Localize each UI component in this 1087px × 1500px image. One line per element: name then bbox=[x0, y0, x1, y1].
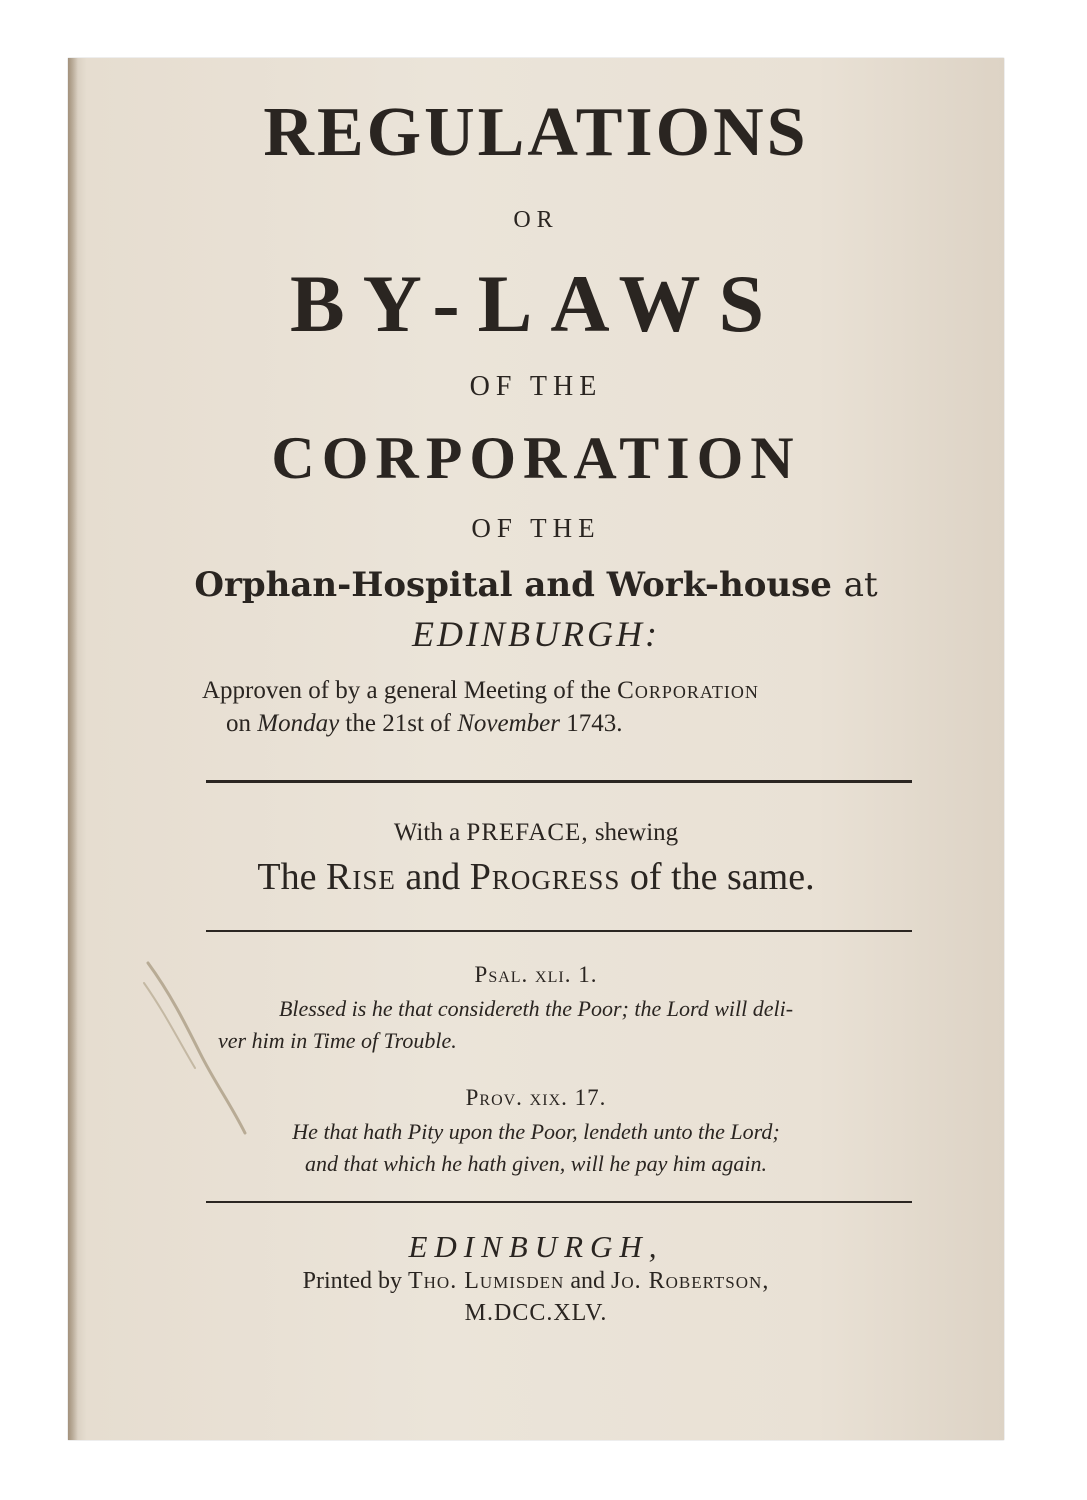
divider-rule-1 bbox=[206, 780, 912, 783]
approval-month: November bbox=[457, 710, 560, 737]
title-regulations: REGULATIONS bbox=[263, 94, 809, 171]
progress-word: Progress bbox=[469, 856, 621, 898]
title-of-the-2: OF THE bbox=[471, 513, 601, 543]
rise-progress-line bbox=[68, 858, 1004, 896]
approval-year: 1743. bbox=[566, 710, 623, 737]
preface-with-a: With a bbox=[393, 819, 461, 846]
imprint-and: and bbox=[570, 1268, 605, 1294]
imprint-place: EDINBURGH, bbox=[408, 1229, 664, 1264]
epigraph-1-reference: Psal. xli. 1. bbox=[474, 962, 598, 987]
imprint-printers bbox=[68, 1269, 1004, 1293]
rise-the: The bbox=[257, 856, 317, 898]
title-page-leaf bbox=[68, 58, 1004, 1440]
approval-mid: the 21st of bbox=[345, 710, 451, 737]
preface-word: PREFACE, bbox=[466, 819, 589, 846]
imprint-printer-2: Jo. Robertson, bbox=[610, 1268, 770, 1294]
title-of-the-1: OF THE bbox=[469, 371, 603, 402]
approval-line-2 bbox=[106, 711, 956, 736]
approval-corporation: Corporation bbox=[617, 677, 759, 704]
epigraph-2-line-2: and that which he hath given, will he pay him again. bbox=[305, 1151, 767, 1176]
place-edinburgh: EDINBURGH: bbox=[412, 614, 660, 654]
epigraph-1-line-1: Blessed is he that considereth the Poor; the Lord will deli- bbox=[278, 996, 794, 1021]
imprint-year: M.DCC.XLV. bbox=[464, 1300, 608, 1326]
institution-line bbox=[68, 565, 1004, 605]
epigraph-2-line-1: He that hath Pity upon the Poor, lendeth unto the Lord; bbox=[292, 1119, 780, 1144]
divider-rule-3 bbox=[206, 1201, 912, 1203]
rise-and: and bbox=[405, 856, 461, 898]
binding-thread bbox=[140, 953, 260, 1143]
preface-line bbox=[68, 820, 1004, 845]
title-by-laws: BY-LAWS bbox=[289, 258, 783, 349]
divider-rule-2 bbox=[206, 930, 912, 932]
institution-name: Orphan-Hospital and Work-house bbox=[194, 565, 832, 605]
approval-on: on bbox=[226, 710, 251, 737]
title-or: OR bbox=[513, 207, 559, 233]
epigraph-1-line-2: ver him in Time of Trouble. bbox=[218, 1028, 457, 1053]
title-corporation: CORPORATION bbox=[271, 425, 801, 491]
rise-word: Rise bbox=[326, 856, 396, 898]
rise-of-the-same: of the same. bbox=[629, 856, 815, 898]
preface-shewing: shewing bbox=[594, 819, 679, 846]
approval-text: Approven of by a general Meeting of the bbox=[202, 677, 611, 704]
epigraph-2-reference: Prov. xix. 17. bbox=[465, 1085, 607, 1110]
approval-day: Monday bbox=[257, 710, 340, 737]
institution-at: at bbox=[843, 565, 878, 605]
imprint-printer-1: Tho. Lumisden bbox=[408, 1268, 565, 1294]
imprint-printed-by: Printed by bbox=[302, 1268, 402, 1294]
approval-line-1 bbox=[106, 678, 956, 703]
